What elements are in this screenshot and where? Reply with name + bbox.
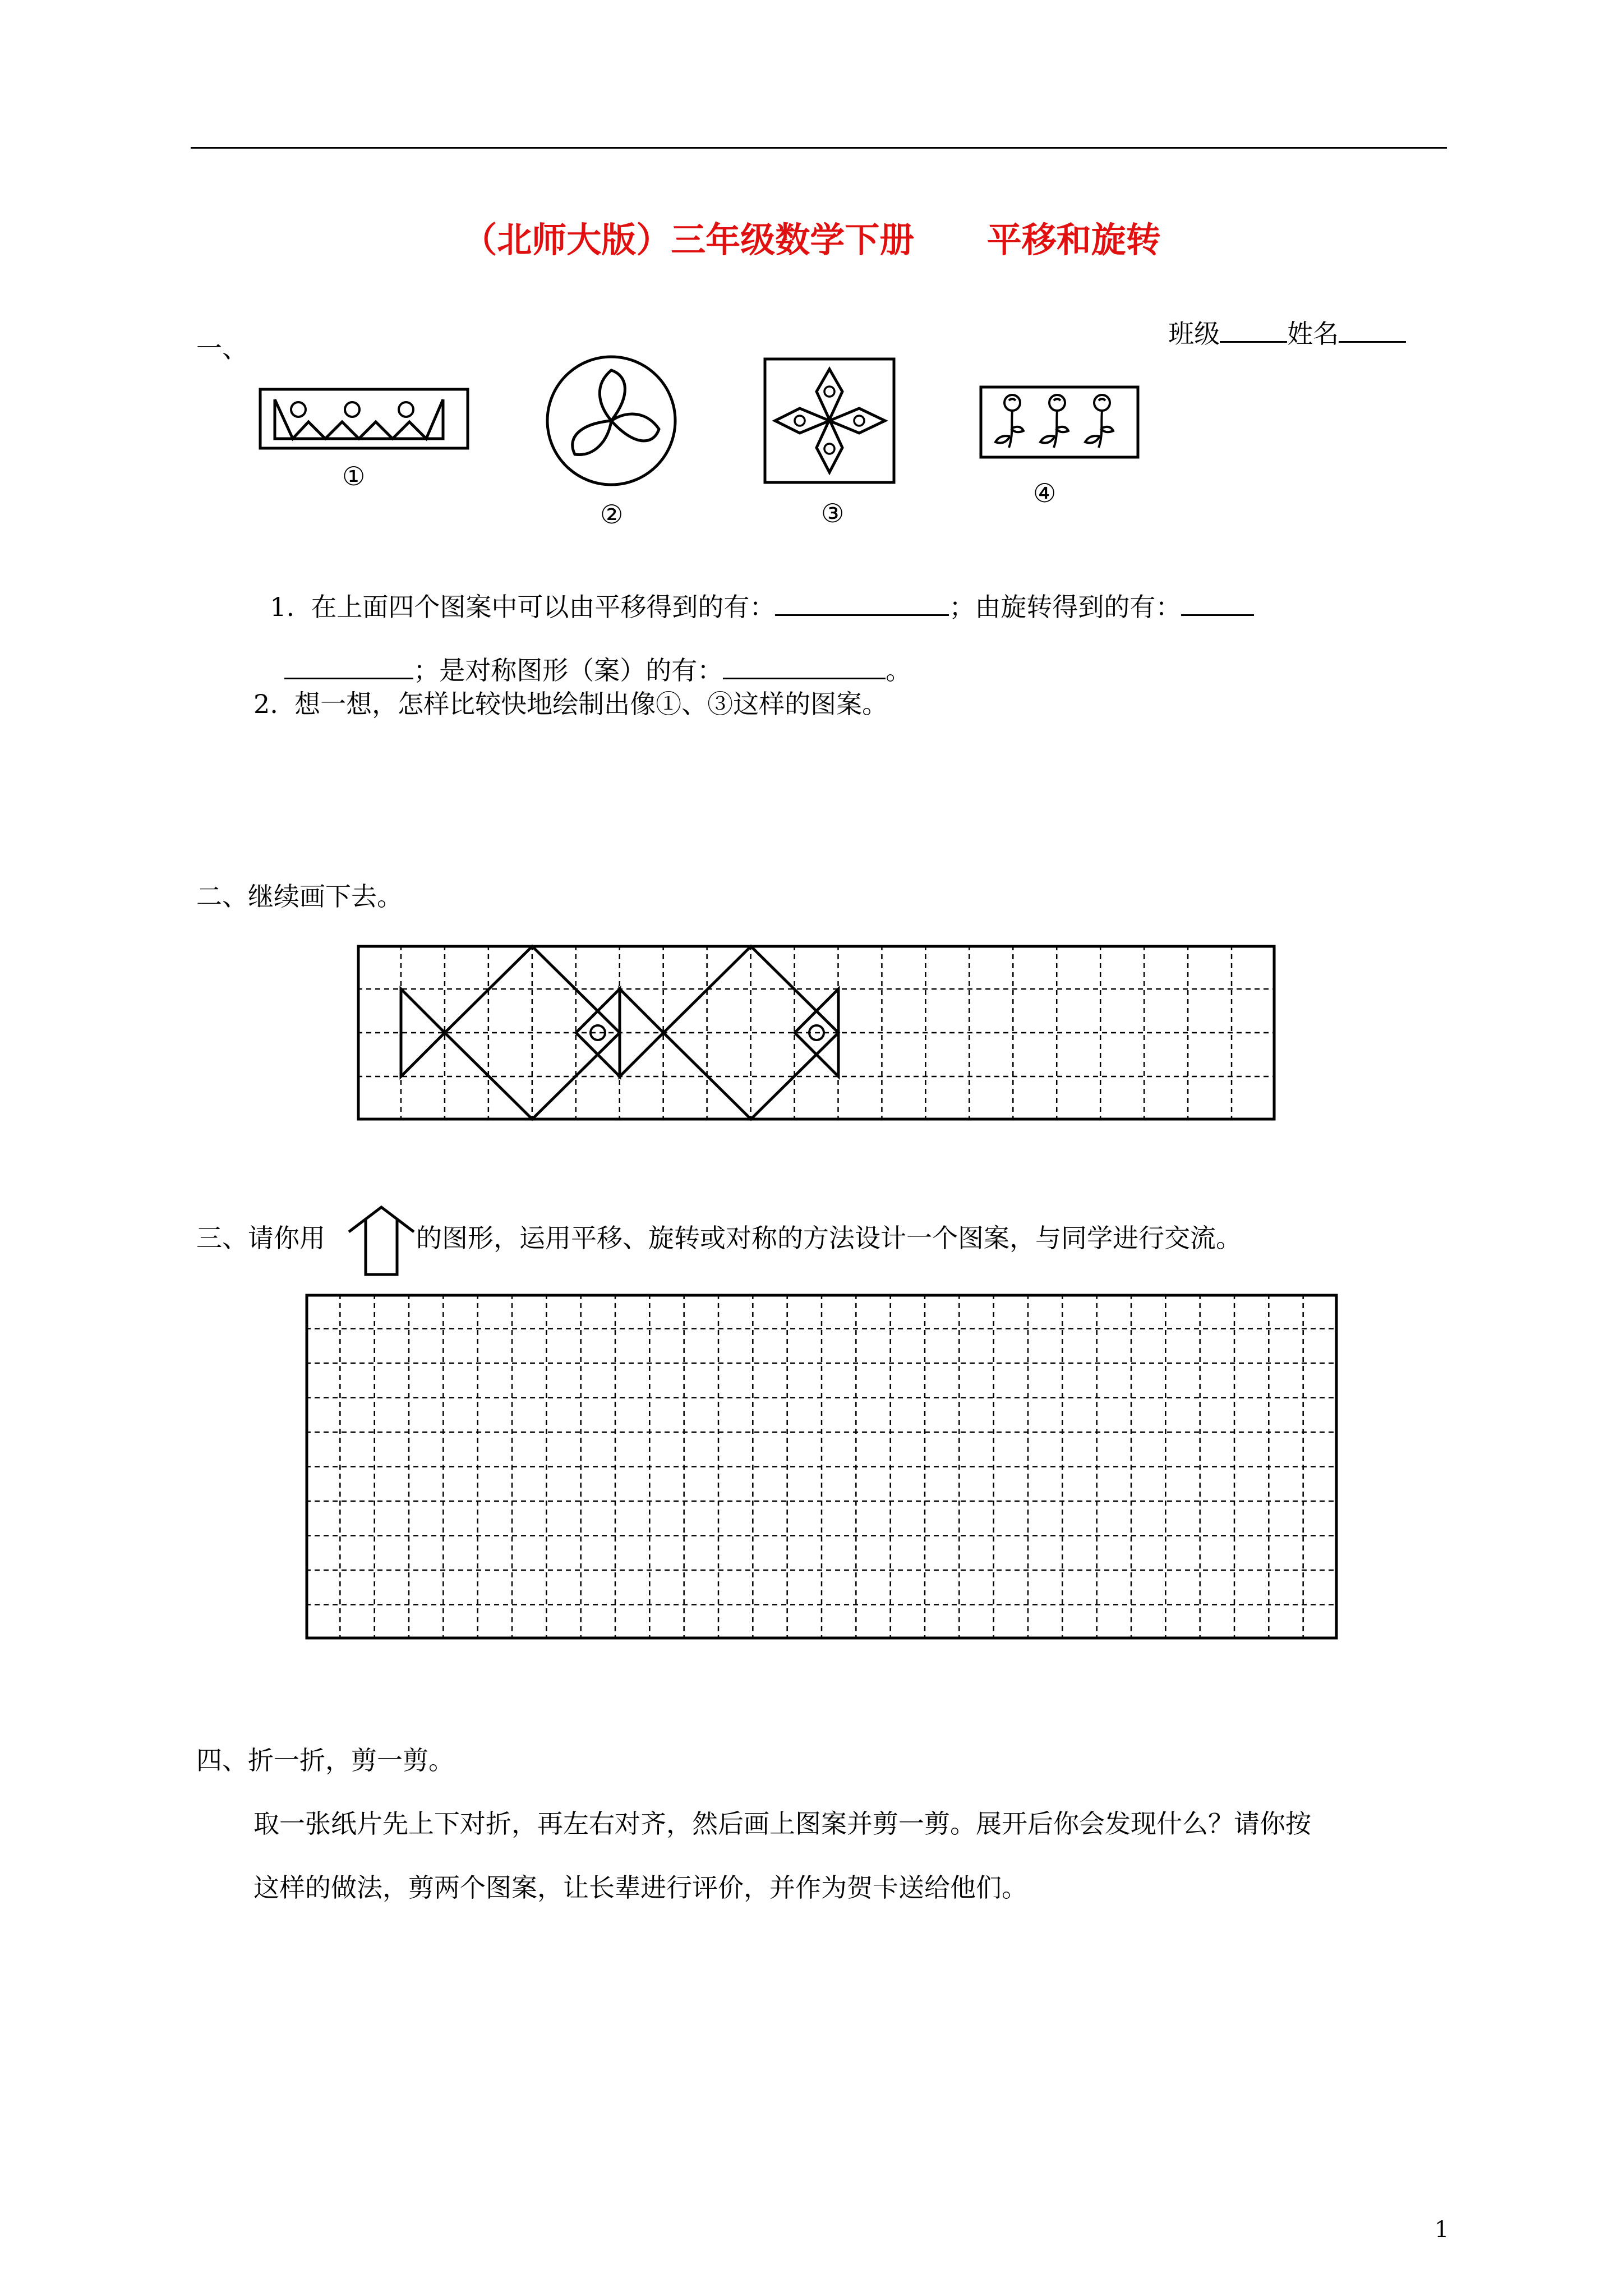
section1-heading: 一、 — [196, 333, 248, 364]
page-number: 1 — [1435, 2217, 1449, 2243]
class-label: 班级 — [1168, 319, 1220, 349]
name-label: 姓名 — [1287, 319, 1339, 349]
q2-text: 2. 想一想，怎样比较快地绘制出像①、③这样的图案。 — [253, 689, 888, 719]
name-blank[interactable] — [1339, 319, 1406, 343]
section2-heading: 二、继续画下去。 — [196, 881, 403, 912]
arrow-shape-icon — [348, 1205, 415, 1277]
section4-line1: 取一张纸片先上下对折，再左右对齐，然后画上图案并剪一剪。展开后你会发现什么？请你按 — [253, 1809, 1311, 1839]
figure-label-4: ④ — [1033, 478, 1057, 508]
section4-line2: 这样的做法，剪两个图案，让长辈进行评价，并作为贺卡送给他们。 — [253, 1872, 1027, 1903]
answer-blank-symmetry[interactable] — [723, 653, 886, 679]
q1-line1 — [253, 564, 1254, 620]
q1-text-d: 。 — [886, 655, 912, 685]
section4-heading: 四、折一折，剪一剪。 — [196, 1745, 454, 1775]
q1-text-a: 1. 在上面四个图案中可以由平移得到的有： — [270, 592, 776, 622]
q1-text-b: ；由旋转得到的有： — [949, 592, 1182, 622]
figure-1-crowns — [258, 387, 471, 452]
figure-3-cross-diamonds — [763, 357, 897, 485]
section3-suffix: 的图形，运用平移、旋转或对称的方法设计一个图案，与同学进行交流。 — [416, 1223, 1242, 1253]
figure-label-3: ③ — [821, 498, 845, 528]
q1-text-c: ；是对称图形（案）的有： — [413, 655, 723, 685]
section3-prefix: 三、请你用 — [196, 1223, 325, 1253]
figure-4-flowers — [979, 385, 1141, 461]
class-name-line — [1152, 293, 1406, 347]
page-title: （北师大版）三年级数学下册 平移和旋转 — [462, 219, 1161, 260]
figure-label-2: ② — [600, 499, 624, 530]
figure-2-pinwheel — [544, 353, 679, 488]
design-drawing-grid[interactable] — [306, 1294, 1338, 1639]
answer-blank-translation[interactable] — [775, 590, 949, 616]
fish-pattern-grid[interactable] — [357, 945, 1275, 1120]
q1-line2 — [268, 627, 911, 683]
class-blank[interactable] — [1220, 319, 1287, 343]
top-rule — [191, 147, 1447, 149]
answer-blank-rotation-b[interactable] — [284, 653, 413, 679]
figure-label-1: ① — [342, 461, 366, 491]
answer-blank-rotation-a[interactable] — [1181, 590, 1254, 616]
